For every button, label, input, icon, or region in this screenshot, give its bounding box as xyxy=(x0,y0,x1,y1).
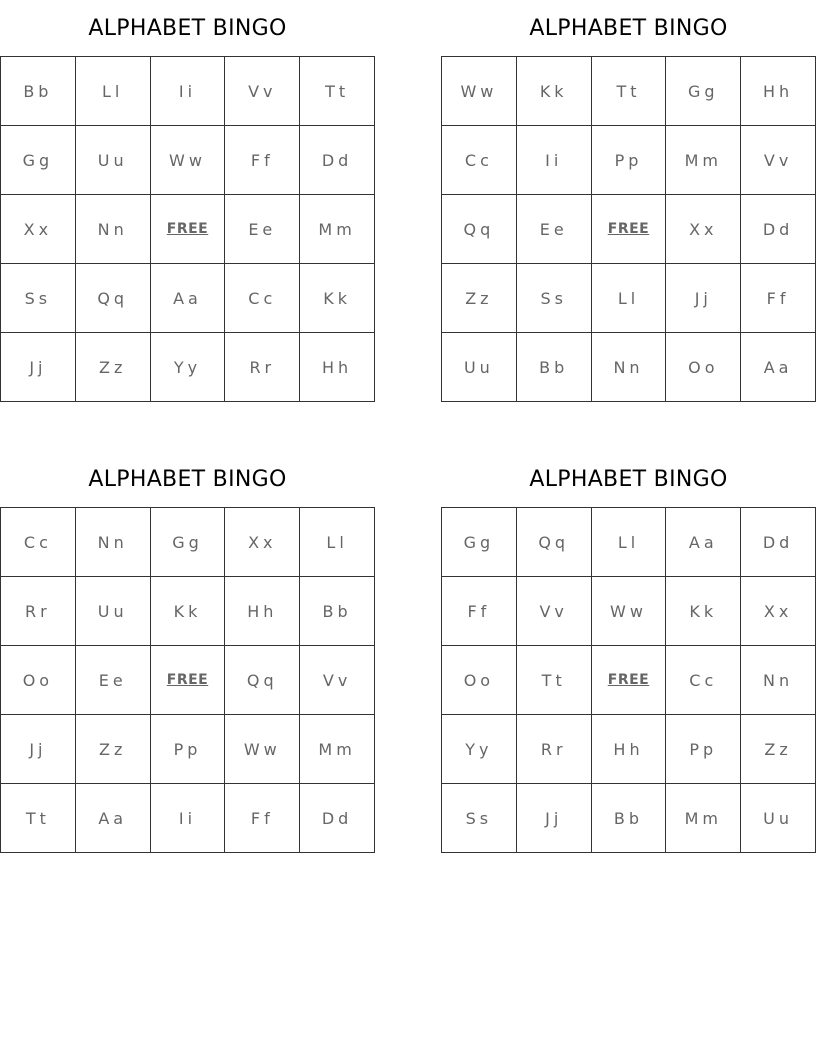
grid-row xyxy=(1,784,375,853)
grid-cell: Xx xyxy=(225,508,300,577)
grid-cell: Ww xyxy=(225,715,300,784)
grid-cell: Nn xyxy=(75,195,150,264)
grid-cell: Rr xyxy=(225,333,300,402)
grid-cell: Oo xyxy=(442,646,517,715)
grid-cell: Kk xyxy=(300,264,375,333)
grid-cell: Cc xyxy=(225,264,300,333)
bingo-card-2 xyxy=(441,0,816,402)
grid-cell: Pp xyxy=(150,715,225,784)
grid-cell: Rr xyxy=(1,577,76,646)
grid-cell: Cc xyxy=(666,646,741,715)
grid-cell: Hh xyxy=(300,333,375,402)
grid-cell: Mm xyxy=(666,126,741,195)
grid-cell: Gg xyxy=(1,126,76,195)
grid-cell: Ii xyxy=(150,784,225,853)
grid-cell: Qq xyxy=(75,264,150,333)
grid-cell: Cc xyxy=(1,508,76,577)
grid-cell: Yy xyxy=(442,715,517,784)
grid-cell: Ll xyxy=(300,508,375,577)
grid-cell: Jj xyxy=(1,333,76,402)
grid-cell: Ee xyxy=(516,195,591,264)
grid-cell: Bb xyxy=(1,57,76,126)
grid-row xyxy=(1,264,375,333)
grid-cell: Ss xyxy=(516,264,591,333)
grid-cell: Vv xyxy=(741,126,816,195)
grid-cell: Ii xyxy=(150,57,225,126)
grid-row xyxy=(442,264,816,333)
bingo-card-4 xyxy=(441,451,816,853)
grid-cell: Ss xyxy=(442,784,517,853)
grid-cell: Jj xyxy=(516,784,591,853)
bingo-grid xyxy=(0,56,375,402)
grid-cell: Bb xyxy=(300,577,375,646)
grid-cell: Yy xyxy=(150,333,225,402)
grid-row xyxy=(442,57,816,126)
grid-cell: Gg xyxy=(442,508,517,577)
grid-cell: Hh xyxy=(591,715,666,784)
grid-cell: Ff xyxy=(442,577,517,646)
grid-cell: Ii xyxy=(516,126,591,195)
grid-cell: Ff xyxy=(225,126,300,195)
grid-cell: Gg xyxy=(666,57,741,126)
grid-cell: Aa xyxy=(150,264,225,333)
grid-cell: Kk xyxy=(516,57,591,126)
bingo-grid xyxy=(441,507,816,853)
grid-cell: Bb xyxy=(516,333,591,402)
grid-cell: Rr xyxy=(516,715,591,784)
grid-cell: Mm xyxy=(300,195,375,264)
card-title: ALPHABET BINGO xyxy=(88,467,287,492)
free-space: FREE xyxy=(150,646,225,715)
free-space: FREE xyxy=(150,195,225,264)
grid-cell: Zz xyxy=(75,333,150,402)
card-title: ALPHABET BINGO xyxy=(529,467,728,492)
grid-row xyxy=(442,646,816,715)
grid-cell: Uu xyxy=(75,126,150,195)
grid-cell: Mm xyxy=(666,784,741,853)
grid-cell: Uu xyxy=(741,784,816,853)
grid-cell: Dd xyxy=(741,508,816,577)
grid-cell: Ee xyxy=(75,646,150,715)
grid-cell: Ll xyxy=(591,264,666,333)
grid-cell: Nn xyxy=(741,646,816,715)
grid-cell: Vv xyxy=(225,57,300,126)
grid-cell: Pp xyxy=(591,126,666,195)
grid-cell: Zz xyxy=(442,264,517,333)
grid-cell: Uu xyxy=(75,577,150,646)
grid-cell: Zz xyxy=(75,715,150,784)
grid-row xyxy=(442,715,816,784)
grid-cell: Dd xyxy=(300,784,375,853)
grid-cell: Nn xyxy=(591,333,666,402)
grid-row xyxy=(1,646,375,715)
grid-cell: Qq xyxy=(225,646,300,715)
grid-cell: Cc xyxy=(442,126,517,195)
grid-cell: Ww xyxy=(442,57,517,126)
grid-row xyxy=(1,715,375,784)
grid-cell: Kk xyxy=(150,577,225,646)
grid-row xyxy=(1,508,375,577)
grid-cell: Nn xyxy=(75,508,150,577)
bingo-card-1 xyxy=(0,0,375,402)
grid-cell: Vv xyxy=(516,577,591,646)
grid-cell: Jj xyxy=(1,715,76,784)
grid-cell: Mm xyxy=(300,715,375,784)
grid-cell: Ff xyxy=(741,264,816,333)
free-space: FREE xyxy=(591,195,666,264)
grid-cell: Aa xyxy=(666,508,741,577)
grid-cell: Bb xyxy=(591,784,666,853)
grid-row xyxy=(1,126,375,195)
grid-row xyxy=(442,577,816,646)
grid-row xyxy=(442,508,816,577)
grid-cell: Vv xyxy=(300,646,375,715)
grid-row xyxy=(442,126,816,195)
grid-cell: Ll xyxy=(75,57,150,126)
free-space: FREE xyxy=(591,646,666,715)
grid-cell: Ww xyxy=(150,126,225,195)
grid-cell: Tt xyxy=(591,57,666,126)
grid-cell: Tt xyxy=(1,784,76,853)
grid-cell: Aa xyxy=(741,333,816,402)
grid-row xyxy=(1,577,375,646)
grid-row xyxy=(442,333,816,402)
grid-cell: Ee xyxy=(225,195,300,264)
grid-row xyxy=(1,333,375,402)
bingo-card-3 xyxy=(0,451,375,853)
grid-cell: Oo xyxy=(666,333,741,402)
bingo-grid xyxy=(441,56,816,402)
grid-cell: Xx xyxy=(741,577,816,646)
grid-cell: Dd xyxy=(300,126,375,195)
grid-cell: Qq xyxy=(516,508,591,577)
grid-cell: Uu xyxy=(442,333,517,402)
grid-cell: Dd xyxy=(741,195,816,264)
grid-cell: Qq xyxy=(442,195,517,264)
card-title: ALPHABET BINGO xyxy=(88,16,287,41)
grid-cell: Ff xyxy=(225,784,300,853)
grid-cell: Jj xyxy=(666,264,741,333)
grid-cell: Zz xyxy=(741,715,816,784)
grid-cell: Ll xyxy=(591,508,666,577)
grid-cell: Xx xyxy=(1,195,76,264)
grid-row xyxy=(1,195,375,264)
grid-cell: Xx xyxy=(666,195,741,264)
grid-cell: Pp xyxy=(666,715,741,784)
grid-row xyxy=(442,195,816,264)
grid-row xyxy=(442,784,816,853)
grid-cell: Ss xyxy=(1,264,76,333)
card-title: ALPHABET BINGO xyxy=(529,16,728,41)
grid-cell: Aa xyxy=(75,784,150,853)
grid-cell: Hh xyxy=(741,57,816,126)
grid-cell: Oo xyxy=(1,646,76,715)
bingo-grid xyxy=(0,507,375,853)
grid-cell: Tt xyxy=(300,57,375,126)
grid-cell: Gg xyxy=(150,508,225,577)
grid-cell: Ww xyxy=(591,577,666,646)
grid-row xyxy=(1,57,375,126)
grid-cell: Hh xyxy=(225,577,300,646)
grid-cell: Kk xyxy=(666,577,741,646)
grid-cell: Tt xyxy=(516,646,591,715)
